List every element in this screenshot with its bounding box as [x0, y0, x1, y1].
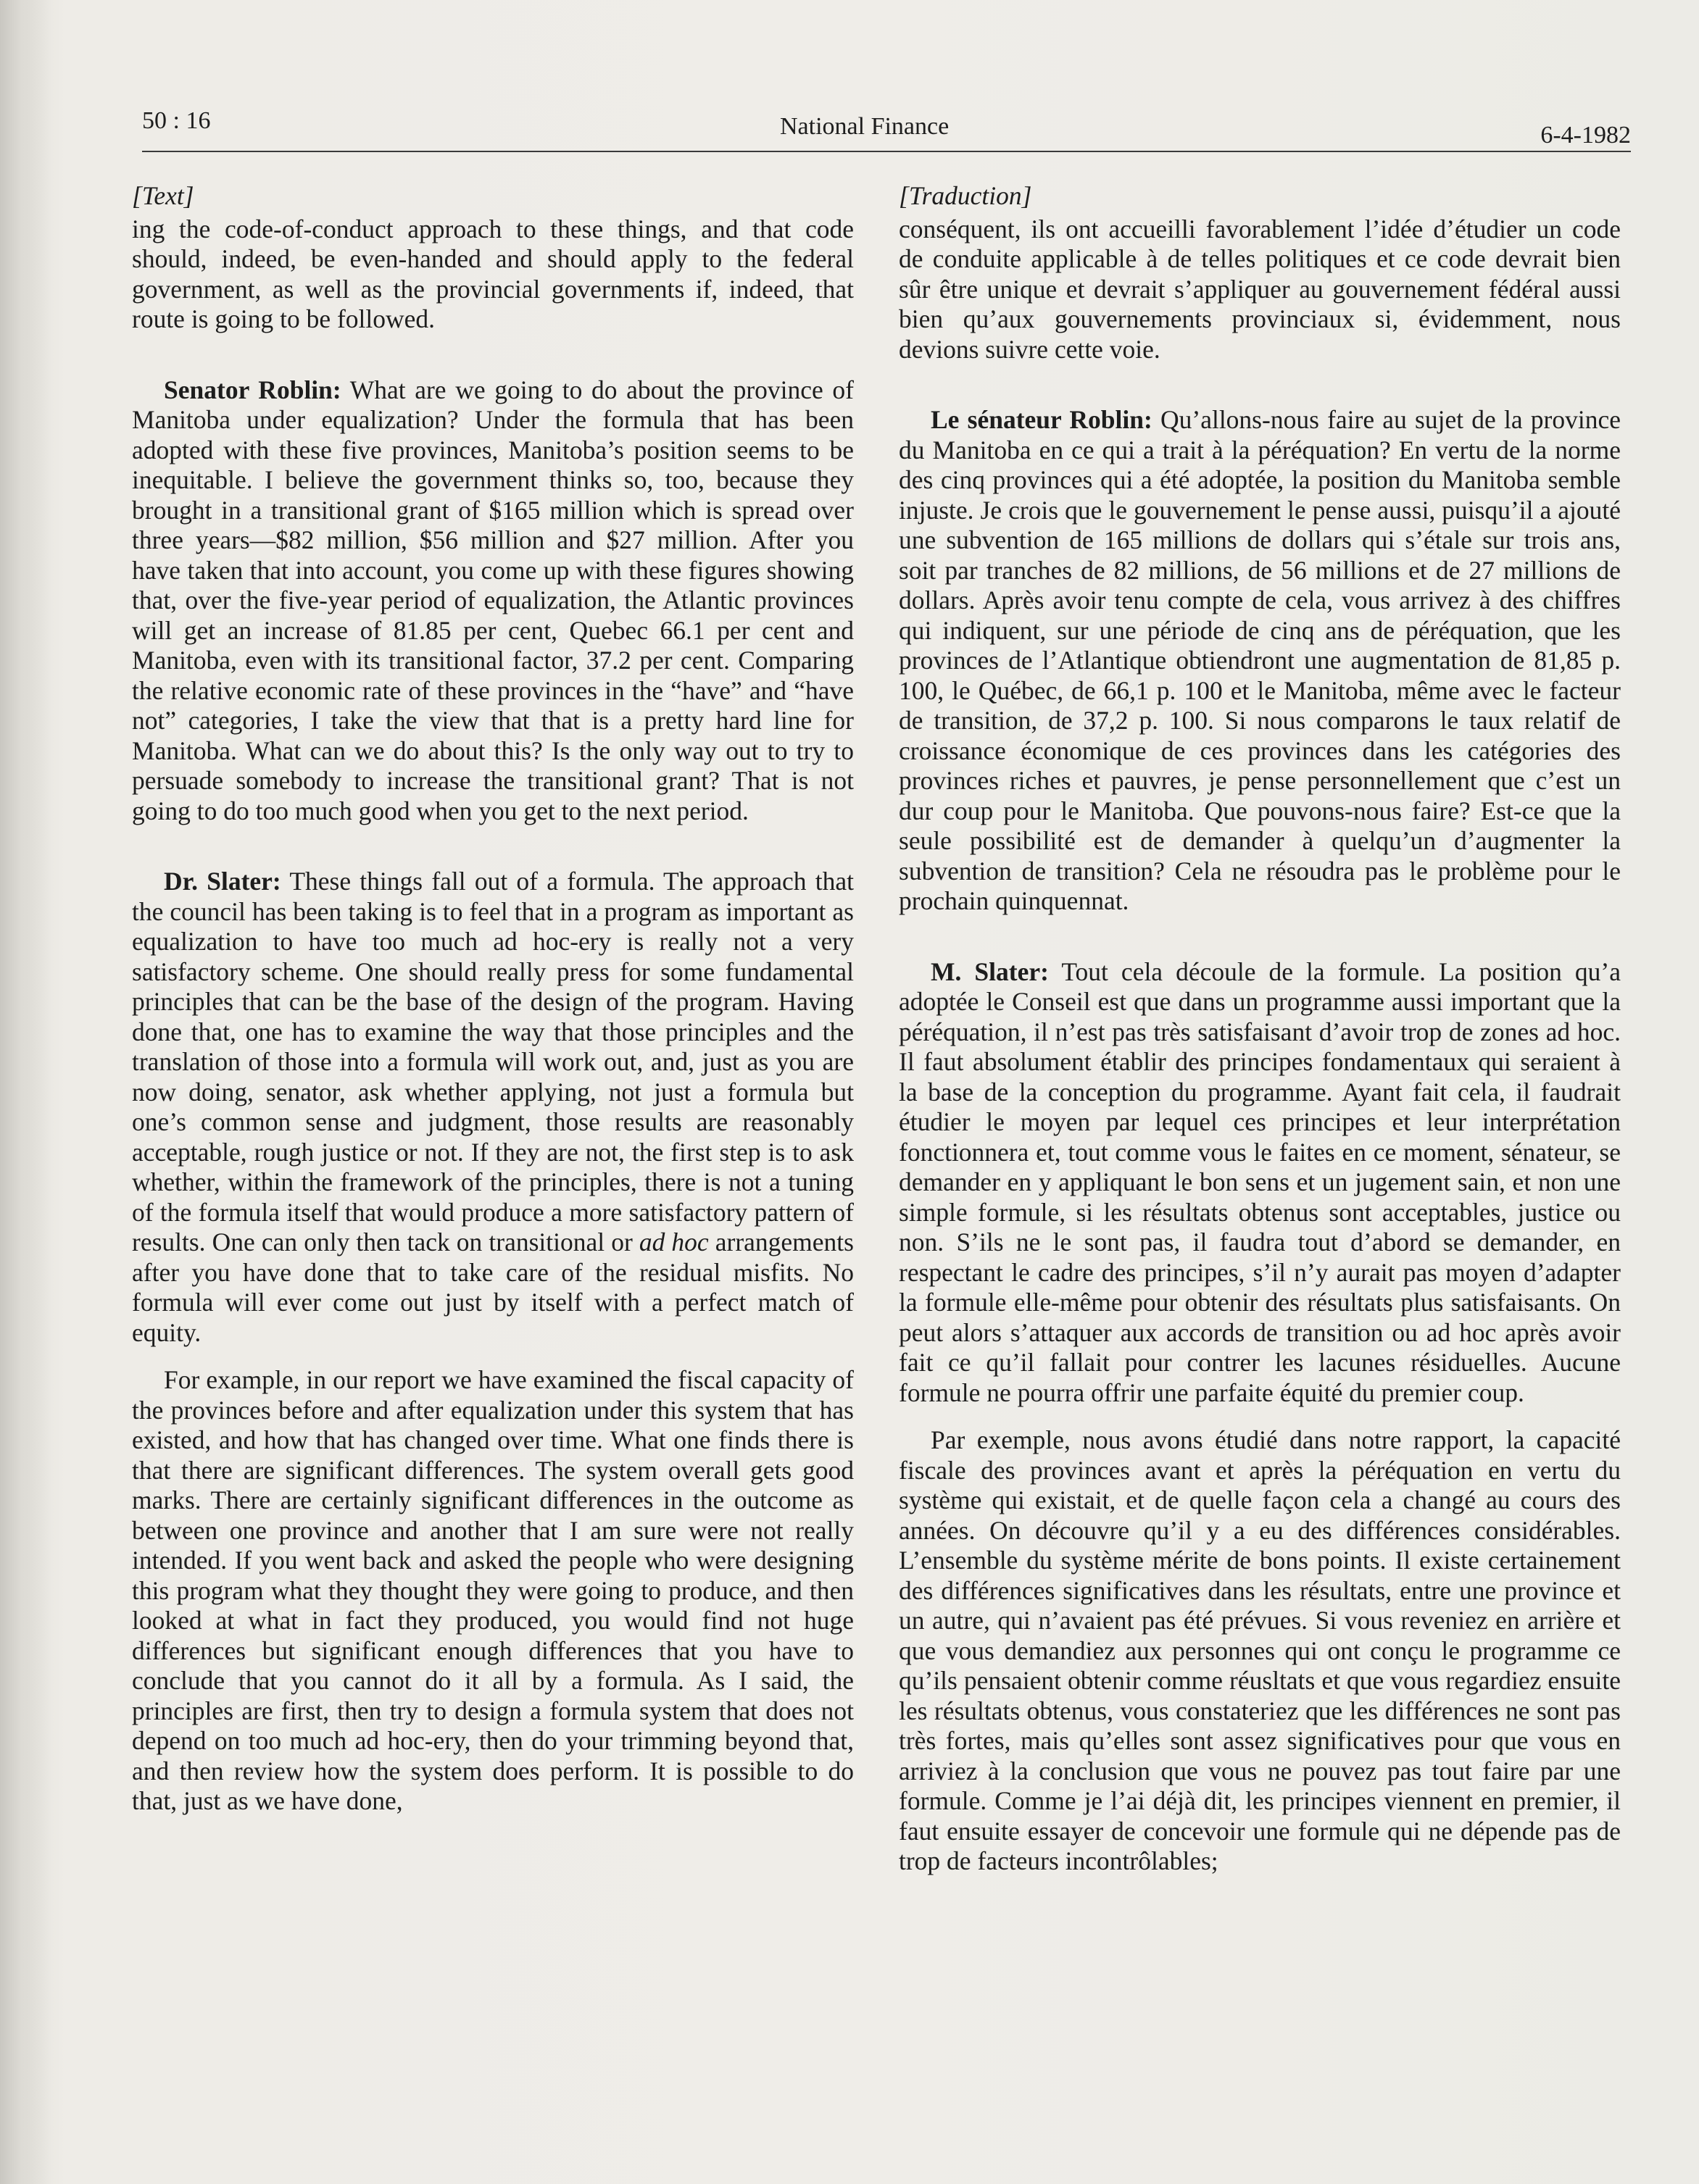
speech-text: What are we going to do about the province of Manitoba under equalization? Under the formula that has been adopted with these five provinces, Manitoba’s position seems to be inequitable. I believe the government thinks so, too, because they brought in a transitional grant of $165 million which is spread over three years—$82 million, $56 million and $27 million. After you have taken that into account, you come up with these figures showing that, over the five-year period of equalization, the Atlantic provinces will get an increase of 81.85 per cent, Quebec 66.1 per cent and Manitoba, even with its transitional factor, 37.2 per cent. Comparing the relative economic rate of these provinces in the “have” and “have not” categories, I take the view that that is a pretty hard line for Manitoba. What can we do about this? Is the only way out to try to persuade somebody to increase the transitional grant? That is not going to do too much good when you get to the next period. [132, 375, 854, 825]
paragraph-roblin [899, 405, 1621, 917]
paragraph-continuation: conséquent, ils ont accueilli favorablement l’idée d’étudier un code de conduite applicable à de telles politiques et ce code devrait bien sûr être unique et devrait s’appliquer au gouvernement fédéral aussi bien qu’aux gouvernements provinciaux si, évidemment, nous devions suivre cette voie. [899, 214, 1621, 364]
french-column [899, 181, 1621, 1877]
column-tag: [Text] [132, 181, 194, 210]
paragraph-continuation: ing the code-of-conduct approach to these things, and that code should, indeed, be even-handed and should apply to the federal government, as well as the provincial governments if, indeed, that route is going to be followed. [132, 214, 854, 333]
speech-text: arrangements after you have done that to take care of the residual misfits. No formula will ever come out just by itself with a perfect match of equity. [132, 1228, 854, 1347]
paragraph-slater [899, 957, 1621, 1409]
speaker-name: Dr. Slater: [164, 867, 281, 896]
page-header [142, 101, 1631, 152]
running-title: National Finance [780, 113, 950, 140]
column-tag: [Traduction] [899, 181, 1032, 210]
speech-italic: ad hoc [639, 1228, 709, 1256]
speech-text: Tout cela découle de la formule. La position qu’a adoptée le Conseil est que dans un programme aussi important que la péréquation, il n’est pas très satisfaisant d’avoir trop de zones ad hoc. Il faut absolument établir des principes fondamentaux qui seraient à la base de la conception du programme. Ayant fait cela, il faudrait étudier le moyen par lequel ces principes et leur interprétation fonctionnera et, tout comme vous le faites en ce moment, sénateur, se demander en y appliquant le bon sens et un jugement sain, et non une simple formule, si les résultats obtenus sont acceptables, justice ou non. S’ils ne le sont pas, il faudra tout d’abord se demander, en respectant le cadre des principes, s’il n’y aurait pas moyen d’adapter la formule elle-même pour obtenir des résultats plus satisfaisants. On peut alors s’attaquer aux accords de transition ou ad hoc après avoir fait ce qu’il fallait pour contrer les lacunes résiduelles. Aucune formule ne pourra offrir une parfaite équité du premier coup. [899, 956, 1621, 1407]
speech-text: Qu’allons-nous faire au sujet de la province du Manitoba en ce qui a trait à la péréquation? En vertu de la norme des cinq provinces qui a été adoptée, la position du Manitoba semble injuste. Je crois que le gouvernement le pense aussi, puisqu’il a ajouté une subvention de 165 millions de dollars qui s’étale sur trois ans, soit par tranches de 82 millions, de 56 millions et de 27 millions de dollars. Après avoir tenu compte de cela, vous arrivez à des chiffres qui indiquent, sur une période de cinq ans de péréquation, que les provinces de l’Atlantique obtiendront une augmentation de 81,85 p. 100, le Québec, de 66,1 p. 100 et le Manitoba, même avec le facteur de transition, de 37,2 p. 100. Si nous comparons le taux relatif de croissance économique de ces provinces dans les catégories des provinces riches et pauvres, je pense personnellement que c’est un dur coup pour le Manitoba. Que pouvons-nous faire? Est-ce que la seule possibilité est de demander à quelqu’un d’augmenter la subvention de transition? Cela ne résoudra pas le problème pour le prochain quinquennat. [899, 405, 1621, 915]
page-edge-shadow [0, 0, 51, 2184]
paragraph-roblin [132, 375, 854, 827]
column-tag-text: Text [141, 181, 184, 210]
speaker-name: Senator Roblin: [164, 375, 341, 404]
paragraph-example: For example, in our report we have examined the fiscal capacity of the provinces before and after equalization under this system that has existed, and how that has changed over time. What one finds there is that there are significant differences. The system overall gets good marks. There are certainly significant differences in the outcome as between one province and another that I am sure were not really intended. If you went back and asked the people who were designing this program what they thought they were going to produce, and then looked at what in fact they produced, you would find not huge differences but significant enough differences that you have to conclude that you cannot do it all by a formula. As I said, the principles are first, then try to design a formula system that does not depend on too much ad hoc-ery, then do your trimming beyond that, and then review how the system does perform. It is possible to do that, just as we have done, [132, 1365, 854, 1815]
column-tag-text: Traduction [908, 181, 1022, 210]
paragraph-slater [132, 867, 854, 1348]
page-number: 50 : 16 [142, 107, 211, 134]
paragraph-example: Par exemple, nous avons étudié dans notre rapport, la capacité fiscale des provinces avant et après la péréquation en vertu du système qui existait, et de quelle façon cela a changé au cours des années. On découvre qu’il y a eu des différences considérables. L’ensemble du système mérite de bons points. Il existe certainement des différences significatives dans les résultats, entre une province et un autre, qui n’avaient pas été prévues. Si vous reveniez en arrière et que vous demandiez aux personnes qui ont conçu le programme ce qu’ils pensaient obtenir comme réusltats et que vous regardiez ensuite les résultats obtenus, vous constateriez que les différences ne sont pas très fortes, mais qu’elles sont assez significatives pour que vous en arriviez à la conclusion que vous ne pouvez pas tout faire par une formule. Comme je l’ai déjà dit, les principes viennent en premier, il faut ensuite essayer de concevoir une formule qui ne dépende pas de trop de facteurs incontrôlables; [899, 1425, 1621, 1875]
english-column [132, 181, 854, 1817]
speech-text: These things fall out of a formula. The approach that the council has been taking is to feel that in a program as important as equalization to have too much ad hoc-ery is really not a very satisfactory scheme. One should really press for some fundamental principles that can be the base of the design of the program. Having done that, one has to examine the way that those principles and the translation of those into a formula will work out, and, just as you are now doing, senator, ask whether applying, not just a formula but one’s common sense and judgment, those results are reasonably acceptable, rough justice or not. If they are not, the first step is to ask whether, within the framework of the principles, there is not a tuning of the formula itself that would produce a more satisfactory pattern of results. One can only then tack on transitional or [132, 867, 854, 1256]
speaker-name: Le sénateur Roblin: [931, 405, 1152, 434]
page-date: 6-4-1982 [1540, 122, 1631, 149]
speaker-name: M. Slater: [931, 956, 1049, 986]
header-rule [142, 151, 1631, 152]
